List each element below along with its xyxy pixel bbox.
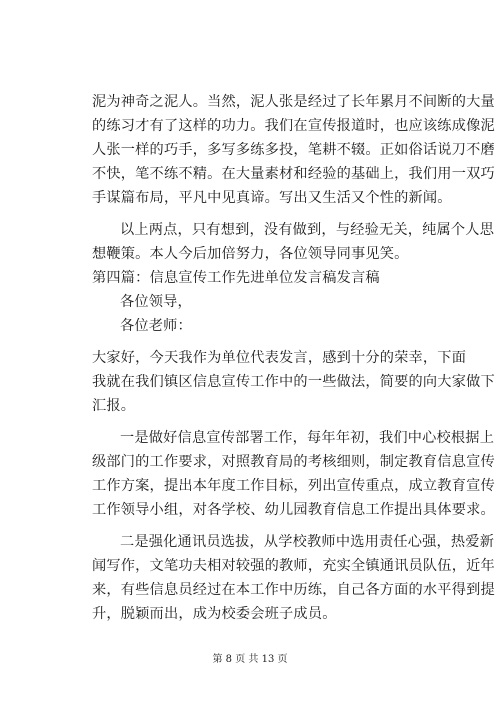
salutation-line: 各位老师： — [120, 318, 192, 334]
body-line: 人张一样的巧手，多写多练多投，笔耕不辍。正如俗话说刀不磨 — [92, 142, 495, 158]
body-line: 工作领导小组，对各学校、幼儿园教育信息工作提出具体要求。 — [92, 502, 495, 518]
body-line: 来，有些信息员经过在本工作中历练，自己各方面的水平得到提 — [92, 582, 495, 598]
salutation-line: 各位领导， — [120, 294, 192, 310]
body-line: 想鞭策。本人今后加倍努力，各位领导同事见笑。 — [92, 246, 409, 262]
section-heading: 第四篇：信息宣传工作先进单位发言稿发言稿 — [92, 270, 380, 286]
body-line: 工作方案，提出本年度工作目标，列出宣传重点，成立教育宣传 — [92, 478, 495, 494]
document-body — [92, 90, 495, 626]
body-line: 的练习才有了这样的功力。我们在宣传报道时，也应该练成像泥 — [92, 118, 495, 134]
paragraph-first-line: 一是做好信息宣传部署工作，每年年初，我们中心校根据上 — [120, 430, 495, 446]
body-line: 级部门的工作要求，对照教育局的考核细则，制定教育信息宣传 — [92, 454, 495, 470]
body-line: 手谋篇布局，平凡中见真谛。写出又生活又个性的新闻。 — [92, 190, 452, 206]
body-line: 泥为神奇之泥人。当然，泥人张是经过了长年累月不间断的大量 — [92, 94, 495, 110]
body-line: 升，脱颖而出，成为校委会班子成员。 — [92, 606, 337, 622]
paragraph-first-line: 以上两点，只有想到，没有做到，与经验无关，纯属个人思 — [120, 222, 495, 238]
body-line: 我就在我们镇区信息宣传工作中的一些做法，简要的向大家做下 — [92, 374, 495, 390]
paragraph-first-line: 二是强化通讯员选拔，从学校教师中选用责任心强，热爱新 — [120, 534, 495, 550]
body-line: 汇报。 — [92, 398, 136, 414]
body-line: 闻写作，文笔功夫相对较强的教师，充实全镇通讯员队伍，近年 — [92, 558, 495, 574]
page-footer — [0, 653, 500, 667]
page-number-label: 第 8 页 共 13 页 — [212, 654, 288, 665]
body-line: 不快，笔不练不精。在大量素材和经验的基础上，我们用一双巧 — [92, 166, 495, 182]
paragraph-first-line: 大家好，今天我作为单位代表发言，感到十分的荣幸，下面 — [92, 350, 467, 366]
